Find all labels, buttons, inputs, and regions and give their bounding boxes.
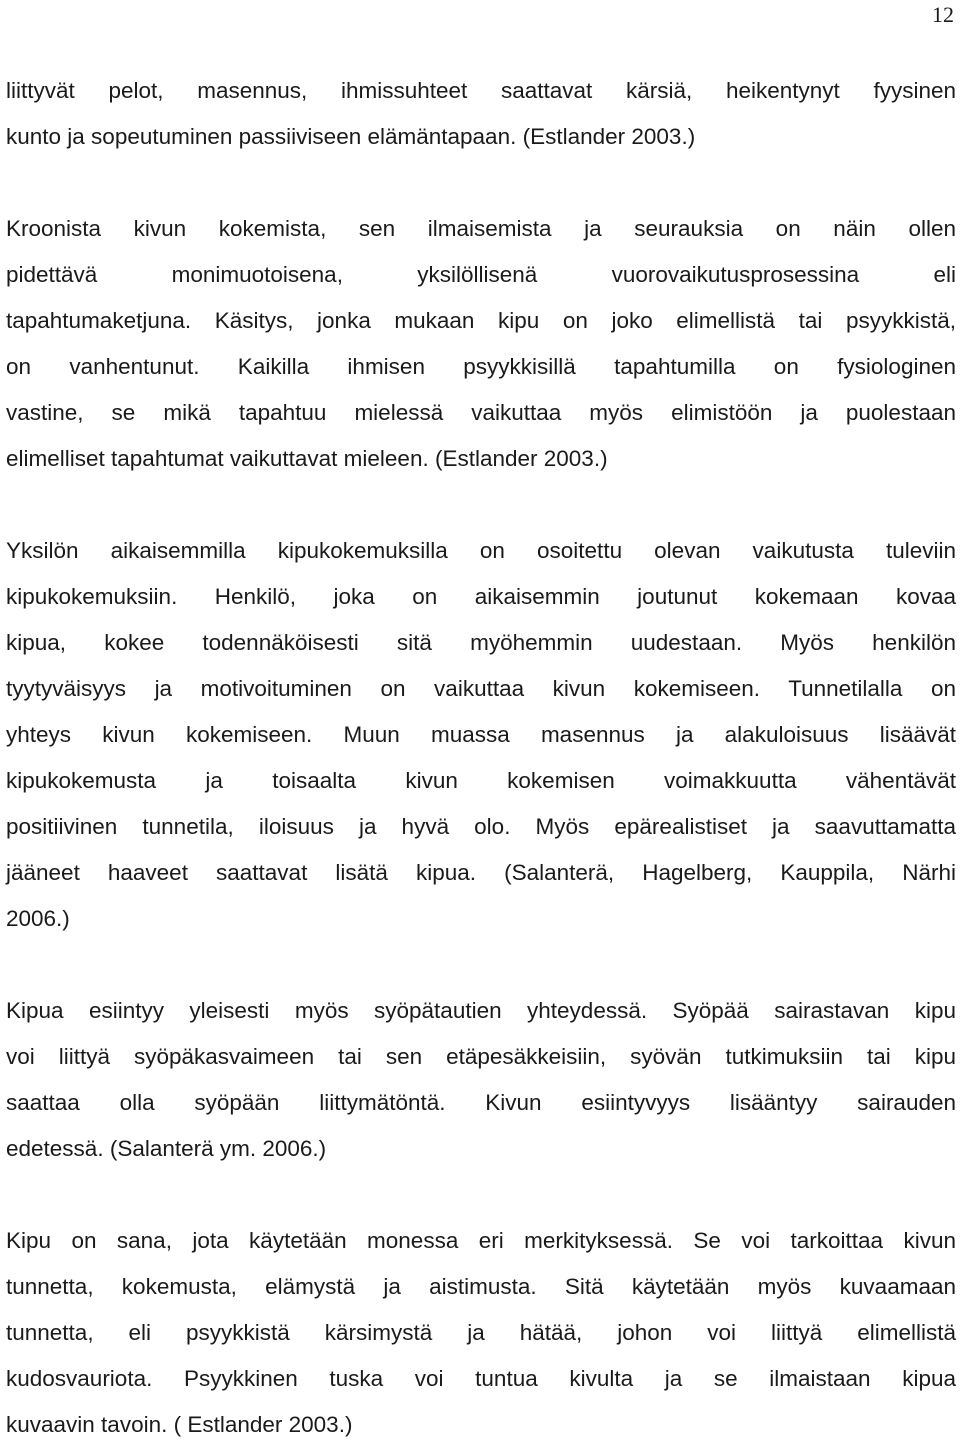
text-line: tapahtumaketjuna. Käsitys, jonka mukaan kipu on joko elimellistä tai psyykkistä, bbox=[6, 308, 956, 333]
text-line: voi liittyä syöpäkasvaimeen tai sen etäpesäkkeisiin, syövän tutkimuksiin tai kipu bbox=[6, 1044, 956, 1069]
paragraph-gap bbox=[6, 1172, 956, 1218]
text-line: kudosvauriota. Psyykkinen tuska voi tuntua kivulta ja se ilmaistaan kipua bbox=[6, 1366, 956, 1391]
text-line: tunnetta, kokemusta, elämystä ja aistimusta. Sitä käytetään myös kuvaamaan bbox=[6, 1274, 956, 1299]
text-line: pidettävä monimuotoisena, yksilöllisenä vuorovaikutusprosessina eli bbox=[6, 262, 956, 287]
text-line: Kipua esiintyy yleisesti myös syöpätautien yhteydessä. Syöpää sairastavan kipu bbox=[6, 998, 956, 1023]
text-line: 2006.) bbox=[6, 906, 70, 931]
text-line: kipukokemusta ja toisaalta kivun kokemisen voimakkuutta vähentävät bbox=[6, 768, 956, 793]
paragraph-1 bbox=[6, 68, 956, 160]
text-line: jääneet haaveet saattavat lisätä kipua. (Salanterä, Hagelberg, Kauppila, Närhi bbox=[6, 860, 956, 885]
text-line: tunnetta, eli psyykkistä kärsimystä ja hätää, johon voi liittyä elimellistä bbox=[6, 1320, 956, 1345]
paragraph-4 bbox=[6, 988, 956, 1172]
paragraph-2 bbox=[6, 206, 956, 482]
text-line: tyytyväisyys ja motivoituminen on vaikuttaa kivun kokemiseen. Tunnetilalla on bbox=[6, 676, 956, 701]
paragraph-5 bbox=[6, 1218, 956, 1448]
text-line: yhteys kivun kokemiseen. Muun muassa masennus ja alakuloisuus lisäävät bbox=[6, 722, 956, 747]
text-line: on vanhentunut. Kaikilla ihmisen psyykkisillä tapahtumilla on fysiologinen bbox=[6, 354, 956, 379]
paragraph-gap bbox=[6, 942, 956, 988]
paragraph-gap bbox=[6, 160, 956, 206]
text-line: kunto ja sopeutuminen passiiviseen elämäntapaan. (Estlander 2003.) bbox=[6, 124, 696, 149]
paragraph-gap bbox=[6, 482, 956, 528]
text-line: Kroonista kivun kokemista, sen ilmaisemista ja seurauksia on näin ollen bbox=[6, 216, 956, 241]
text-line: kipua, kokee todennäköisesti sitä myöhemmin uudestaan. Myös henkilön bbox=[6, 630, 956, 655]
text-line: kuvaavin tavoin. ( Estlander 2003.) bbox=[6, 1412, 353, 1437]
body-text bbox=[6, 68, 956, 1448]
text-line: Yksilön aikaisemmilla kipukokemuksilla on osoitettu olevan vaikutusta tuleviin bbox=[6, 538, 956, 563]
text-line: liittyvät pelot, masennus, ihmissuhteet saattavat kärsiä, heikentynyt fyysinen bbox=[6, 78, 956, 103]
paragraph-3 bbox=[6, 528, 956, 942]
text-line: edetessä. (Salanterä ym. 2006.) bbox=[6, 1136, 327, 1161]
text-line: vastine, se mikä tapahtuu mielessä vaikuttaa myös elimistöön ja puolestaan bbox=[6, 400, 956, 425]
text-line: Kipu on sana, jota käytetään monessa eri merkityksessä. Se voi tarkoittaa kivun bbox=[6, 1228, 956, 1253]
text-line: saattaa olla syöpään liittymätöntä. Kivun esiintyvyys lisääntyy sairauden bbox=[6, 1090, 956, 1115]
text-line: kipukokemuksiin. Henkilö, joka on aikaisemmin joutunut kokemaan kovaa bbox=[6, 584, 956, 609]
text-line: positiivinen tunnetila, iloisuus ja hyvä olo. Myös epärealistiset ja saavuttamatta bbox=[6, 814, 956, 839]
page-number: 12 bbox=[932, 2, 954, 27]
text-line: elimelliset tapahtumat vaikuttavat mieleen. (Estlander 2003.) bbox=[6, 446, 608, 471]
